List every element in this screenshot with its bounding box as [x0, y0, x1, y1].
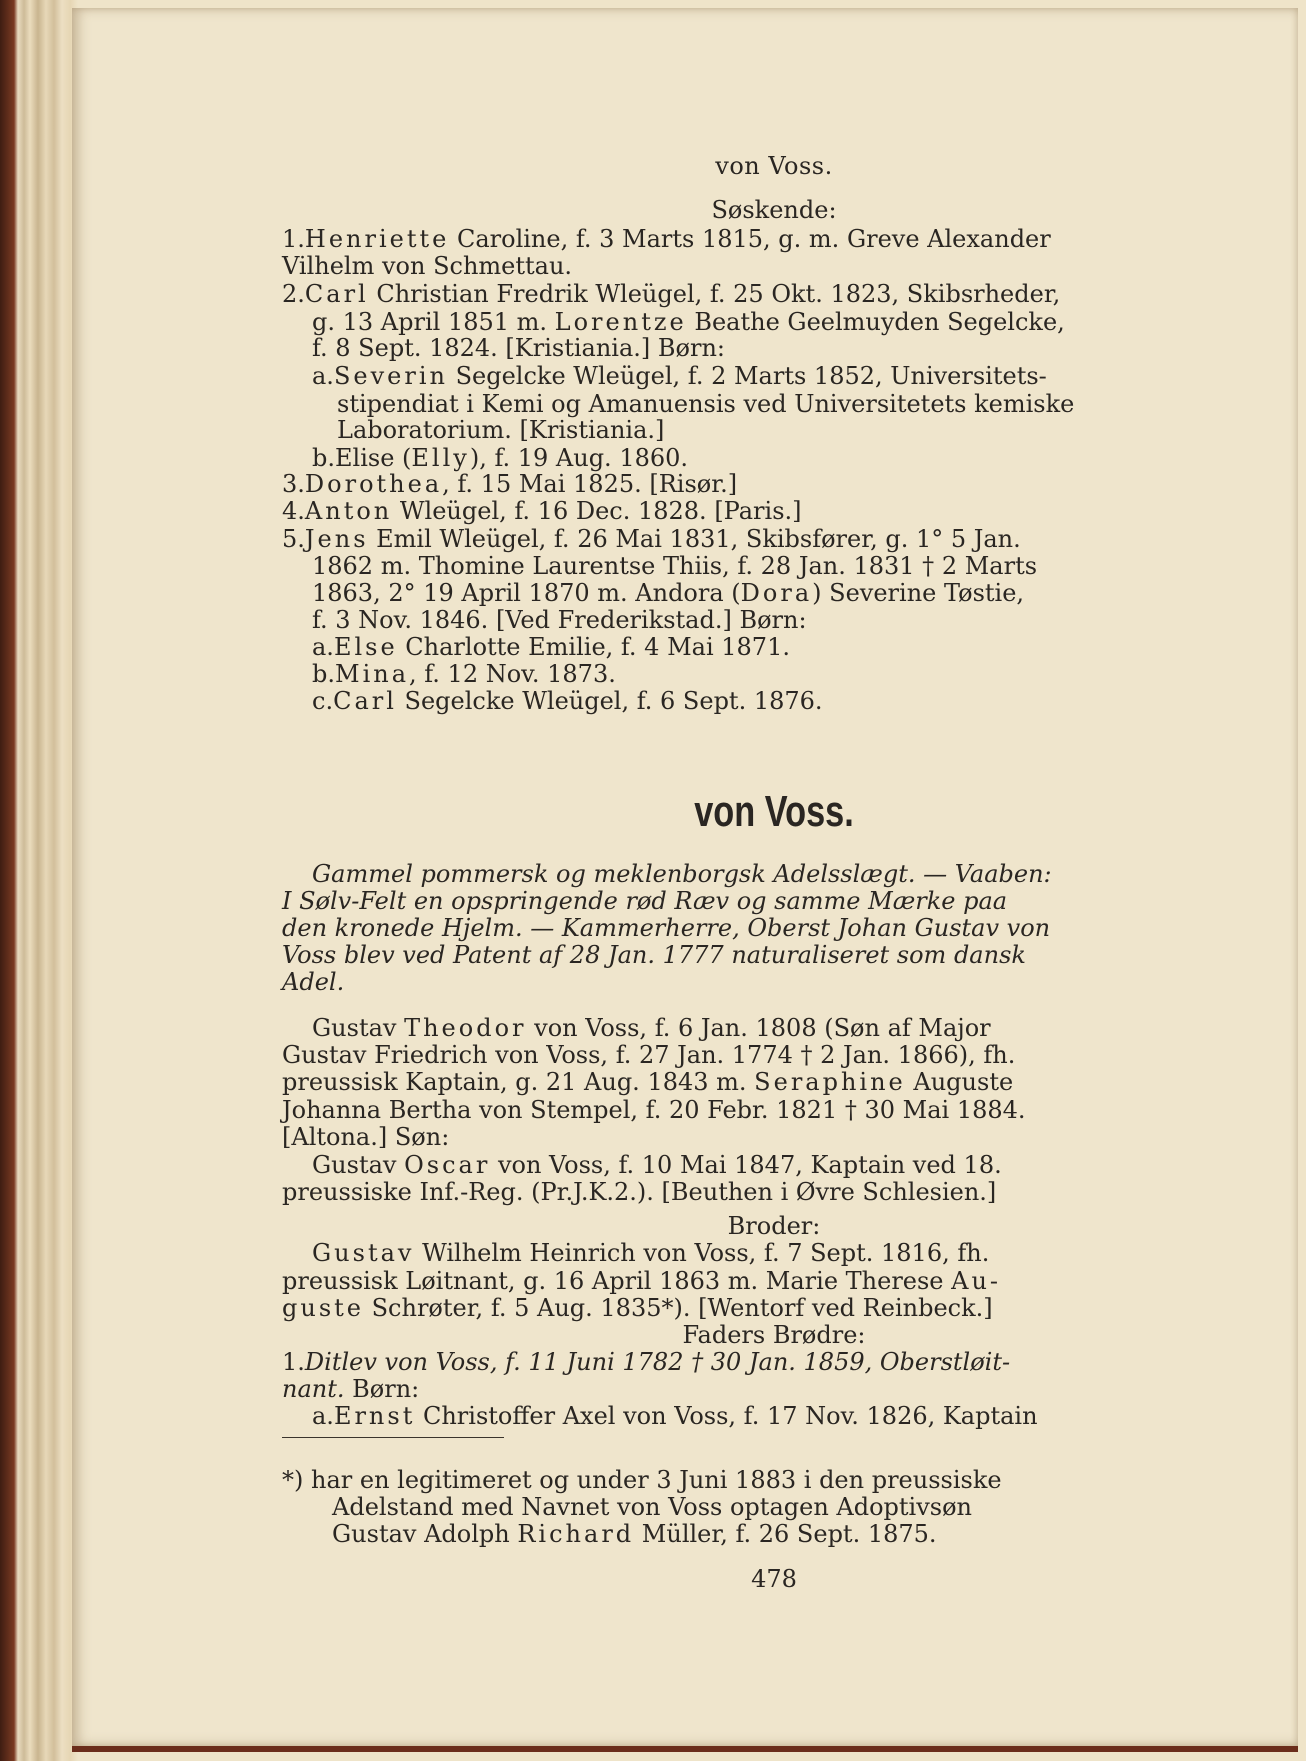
line-text: f. 3 Nov. 1846. [Ved Frederikstad.] Børn:	[312, 606, 807, 634]
faders-title: Faders Brødre:	[682, 1321, 866, 1349]
line-text: preussiske Inf.-Reg. (Pr.J.K.2.). [Beuthen i Øvre Schlesien.]	[282, 1178, 997, 1206]
line-number: c.	[312, 687, 334, 715]
intro-text: den kronede Hjelm. — Kammerherre, Oberst Johan Gustav von	[282, 914, 1051, 942]
spaced-name: Seraphine	[754, 1068, 906, 1096]
soskende-line	[312, 633, 790, 661]
page-number: 478	[751, 1565, 797, 1593]
spaced-name: Mina	[335, 660, 410, 688]
body-line	[282, 1178, 996, 1206]
broder-line	[282, 1267, 1001, 1295]
body-line	[312, 1151, 1002, 1179]
line-text: Christoffer Axel von Voss, f. 17 Nov. 1826, Kaptain	[415, 1402, 1038, 1430]
spaced-name: Else	[333, 633, 398, 661]
soskende-line	[312, 579, 1024, 607]
line-text: Schrøter, f. 5 Aug. 1835*). [Wentorf ved Reinbeck.]	[363, 1294, 993, 1322]
spaced-name: Gustav	[312, 1239, 415, 1267]
spaced-name: Anton	[304, 497, 393, 525]
soskende-line	[312, 308, 1065, 336]
soskende-line	[337, 390, 1074, 418]
line-number: 3.	[282, 470, 305, 498]
line-text: Wleügel, f. 16 Dec. 1828. [Paris.]	[392, 497, 802, 525]
body-line	[282, 1041, 1015, 1069]
line-text: [Altona.] Søn:	[282, 1123, 450, 1151]
soskende-line	[282, 280, 1060, 308]
faders-line	[312, 1402, 1038, 1430]
footnote-line	[332, 1520, 937, 1548]
spaced-name: Lorentze	[554, 308, 687, 336]
line-number: b.	[312, 444, 335, 472]
soskende-line	[282, 225, 1051, 253]
line-text: Gustav Friedrich von Voss, f. 27 Jan. 1774 † 2 Jan. 1866), fh.	[282, 1041, 1016, 1069]
footnote-line	[282, 1466, 1002, 1494]
spaced-name: Carl	[333, 687, 397, 715]
line-text: stipendiat i Kemi og Amanuensis ved Universitetets kemiske	[337, 390, 1075, 418]
spaced-name: Henriette	[304, 225, 450, 253]
broder-line	[282, 1294, 993, 1322]
intro-line	[282, 968, 344, 996]
soskende-line	[282, 470, 737, 498]
line-text: Johanna Bertha von Stempel, f. 20 Febr. 1821 † 30 Mai 1884.	[282, 1096, 1026, 1124]
line-text: Elise (	[335, 444, 412, 472]
spaced-name: Theodor	[404, 1014, 527, 1042]
intro-text: Voss blev ved Patent af 28 Jan. 1777 naturaliseret som dansk	[282, 941, 1026, 969]
line-text: von Voss, f. 10 Mai 1847, Kaptain ved 18.	[490, 1151, 1002, 1179]
soskende-line	[337, 416, 664, 444]
line-text: f. 8 Sept. 1824. [Kristiania.] Børn:	[312, 334, 725, 362]
page	[72, 8, 1298, 1752]
intro-text: Adel.	[282, 968, 345, 996]
line-text: Segelcke Wleügel, f. 6 Sept. 1876.	[396, 687, 823, 715]
line-text: preussisk Løitnant, g. 16 April 1863 m. Marie Therese	[282, 1267, 952, 1295]
line-text: Gustav Adolph	[332, 1520, 518, 1548]
spaced-name: Jens	[304, 525, 369, 553]
line-text: Müller, f. 26 Sept. 1875.	[634, 1520, 937, 1548]
line-text: Emil Wleügel, f. 26 Mai 1831, Skibsfører, g. 1° 5 Jan.	[368, 525, 1021, 553]
line-text: Adelstand med Navnet von Voss optagen Adoptivsøn	[332, 1493, 973, 1521]
line-text: Charlotte Emilie, f. 4 Mai 1871.	[397, 633, 790, 661]
spaced-name: Richard	[517, 1520, 635, 1548]
line-text: preussisk Kaptain, g. 21 Aug. 1843 m.	[282, 1068, 755, 1096]
intro-line	[312, 860, 1052, 888]
line-number: 1.	[282, 1348, 305, 1376]
soskende-line	[282, 252, 572, 280]
line-text: Børn:	[344, 1375, 420, 1403]
line-text: Laboratorium. [Kristiania.]	[337, 416, 665, 444]
faders-line	[282, 1375, 419, 1403]
line-text: Vilhelm von Schmettau.	[282, 252, 573, 280]
line-text: 1863, 2° 19 April 1870 m. Andora (	[312, 579, 741, 607]
running-head: von Voss.	[715, 152, 833, 180]
soskende-line	[312, 687, 823, 715]
intro-line	[282, 941, 1026, 969]
intro-text: Gammel pommersk og meklenborgsk Adelsslægt. — Vaaben:	[312, 860, 1052, 888]
soskende-line	[312, 606, 807, 634]
spaced-name: Dorothea	[304, 470, 443, 498]
line-text: , f. 15 Mai 1825. [Risør.]	[442, 470, 738, 498]
footnote-line	[332, 1493, 972, 1521]
line-text: , f. 12 Nov. 1873.	[409, 660, 616, 688]
line-text: ) Severine Tøstie,	[812, 579, 1025, 607]
family-heading: von Voss.	[694, 787, 854, 836]
body-line	[312, 1014, 991, 1042]
line-number: a.	[312, 1402, 334, 1430]
soskende-line	[312, 552, 1037, 580]
soskende-line	[312, 660, 616, 688]
spaced-name: Oscar	[404, 1151, 491, 1179]
line-text: Caroline, f. 3 Marts 1815, g. m. Greve Alexander	[449, 225, 1051, 253]
soskende-line	[312, 444, 688, 472]
line-number: a.	[312, 362, 334, 390]
broder-title: Broder:	[727, 1212, 821, 1240]
footnote-rule	[282, 1437, 504, 1438]
line-number: a.	[312, 633, 334, 661]
soskende-line	[282, 525, 1021, 553]
line-number: 4.	[282, 497, 305, 525]
line-text: *) har en legitimeret og under 3 Juni 1883 i den preussiske	[282, 1466, 1002, 1494]
broder-line	[312, 1239, 989, 1267]
line-text: Christian Fredrik Wleügel, f. 25 Okt. 1823, Skibsrheder,	[368, 280, 1061, 308]
spaced-name: Carl	[304, 280, 369, 308]
soskende-line	[282, 497, 802, 525]
italic-text: nant.	[282, 1375, 345, 1403]
spaced-name: Severin	[333, 362, 448, 390]
line-text: Beathe Geelmuyden Segelcke,	[686, 308, 1065, 336]
line-text: Gustav	[312, 1151, 405, 1179]
intro-text: I Sølv-Felt en opspringende rød Ræv og samme Mærke paa	[282, 887, 1008, 915]
soskende-line	[312, 334, 725, 362]
intro-line	[282, 914, 1050, 942]
faders-line	[282, 1348, 1010, 1376]
line-text: Segelcke Wleügel, f. 2 Marts 1852, Universitets-	[447, 362, 1047, 390]
line-number: 1.	[282, 225, 305, 253]
spaced-name: Dora	[740, 579, 813, 607]
line-number: b.	[312, 660, 335, 688]
line-text: 1862 m. Thomine Laurentse Thiis, f. 28 Jan. 1831 † 2 Marts	[312, 552, 1038, 580]
body-line	[282, 1096, 1026, 1124]
line-text: Wilhelm Heinrich von Voss, f. 7 Sept. 1816, fh.	[414, 1239, 990, 1267]
line-text: Gustav	[312, 1014, 405, 1042]
soskende-line	[312, 362, 1047, 390]
line-text: g. 13 April 1851 m.	[312, 308, 555, 336]
intro-line	[282, 887, 1007, 915]
line-text: Auguste	[905, 1068, 1014, 1096]
spaced-name: Ernst	[333, 1402, 416, 1430]
line-number: 2.	[282, 280, 305, 308]
spaced-name: guste	[282, 1294, 364, 1322]
body-line	[282, 1123, 449, 1151]
body-line	[282, 1068, 1013, 1096]
section-title-soskende: Søskende:	[711, 196, 837, 224]
line-text: von Voss, f. 6 Jan. 1808 (Søn af Major	[526, 1014, 991, 1042]
spaced-name: Elly	[411, 444, 470, 472]
spaced-name: Au-	[951, 1267, 1002, 1295]
italic-text: Ditlev von Voss, f. 11 Juni 1782 † 30 Jan. 1859, Oberstløit-	[304, 1348, 1011, 1376]
line-text: ), f. 19 Aug. 1860.	[469, 444, 689, 472]
line-number: 5.	[282, 525, 305, 553]
